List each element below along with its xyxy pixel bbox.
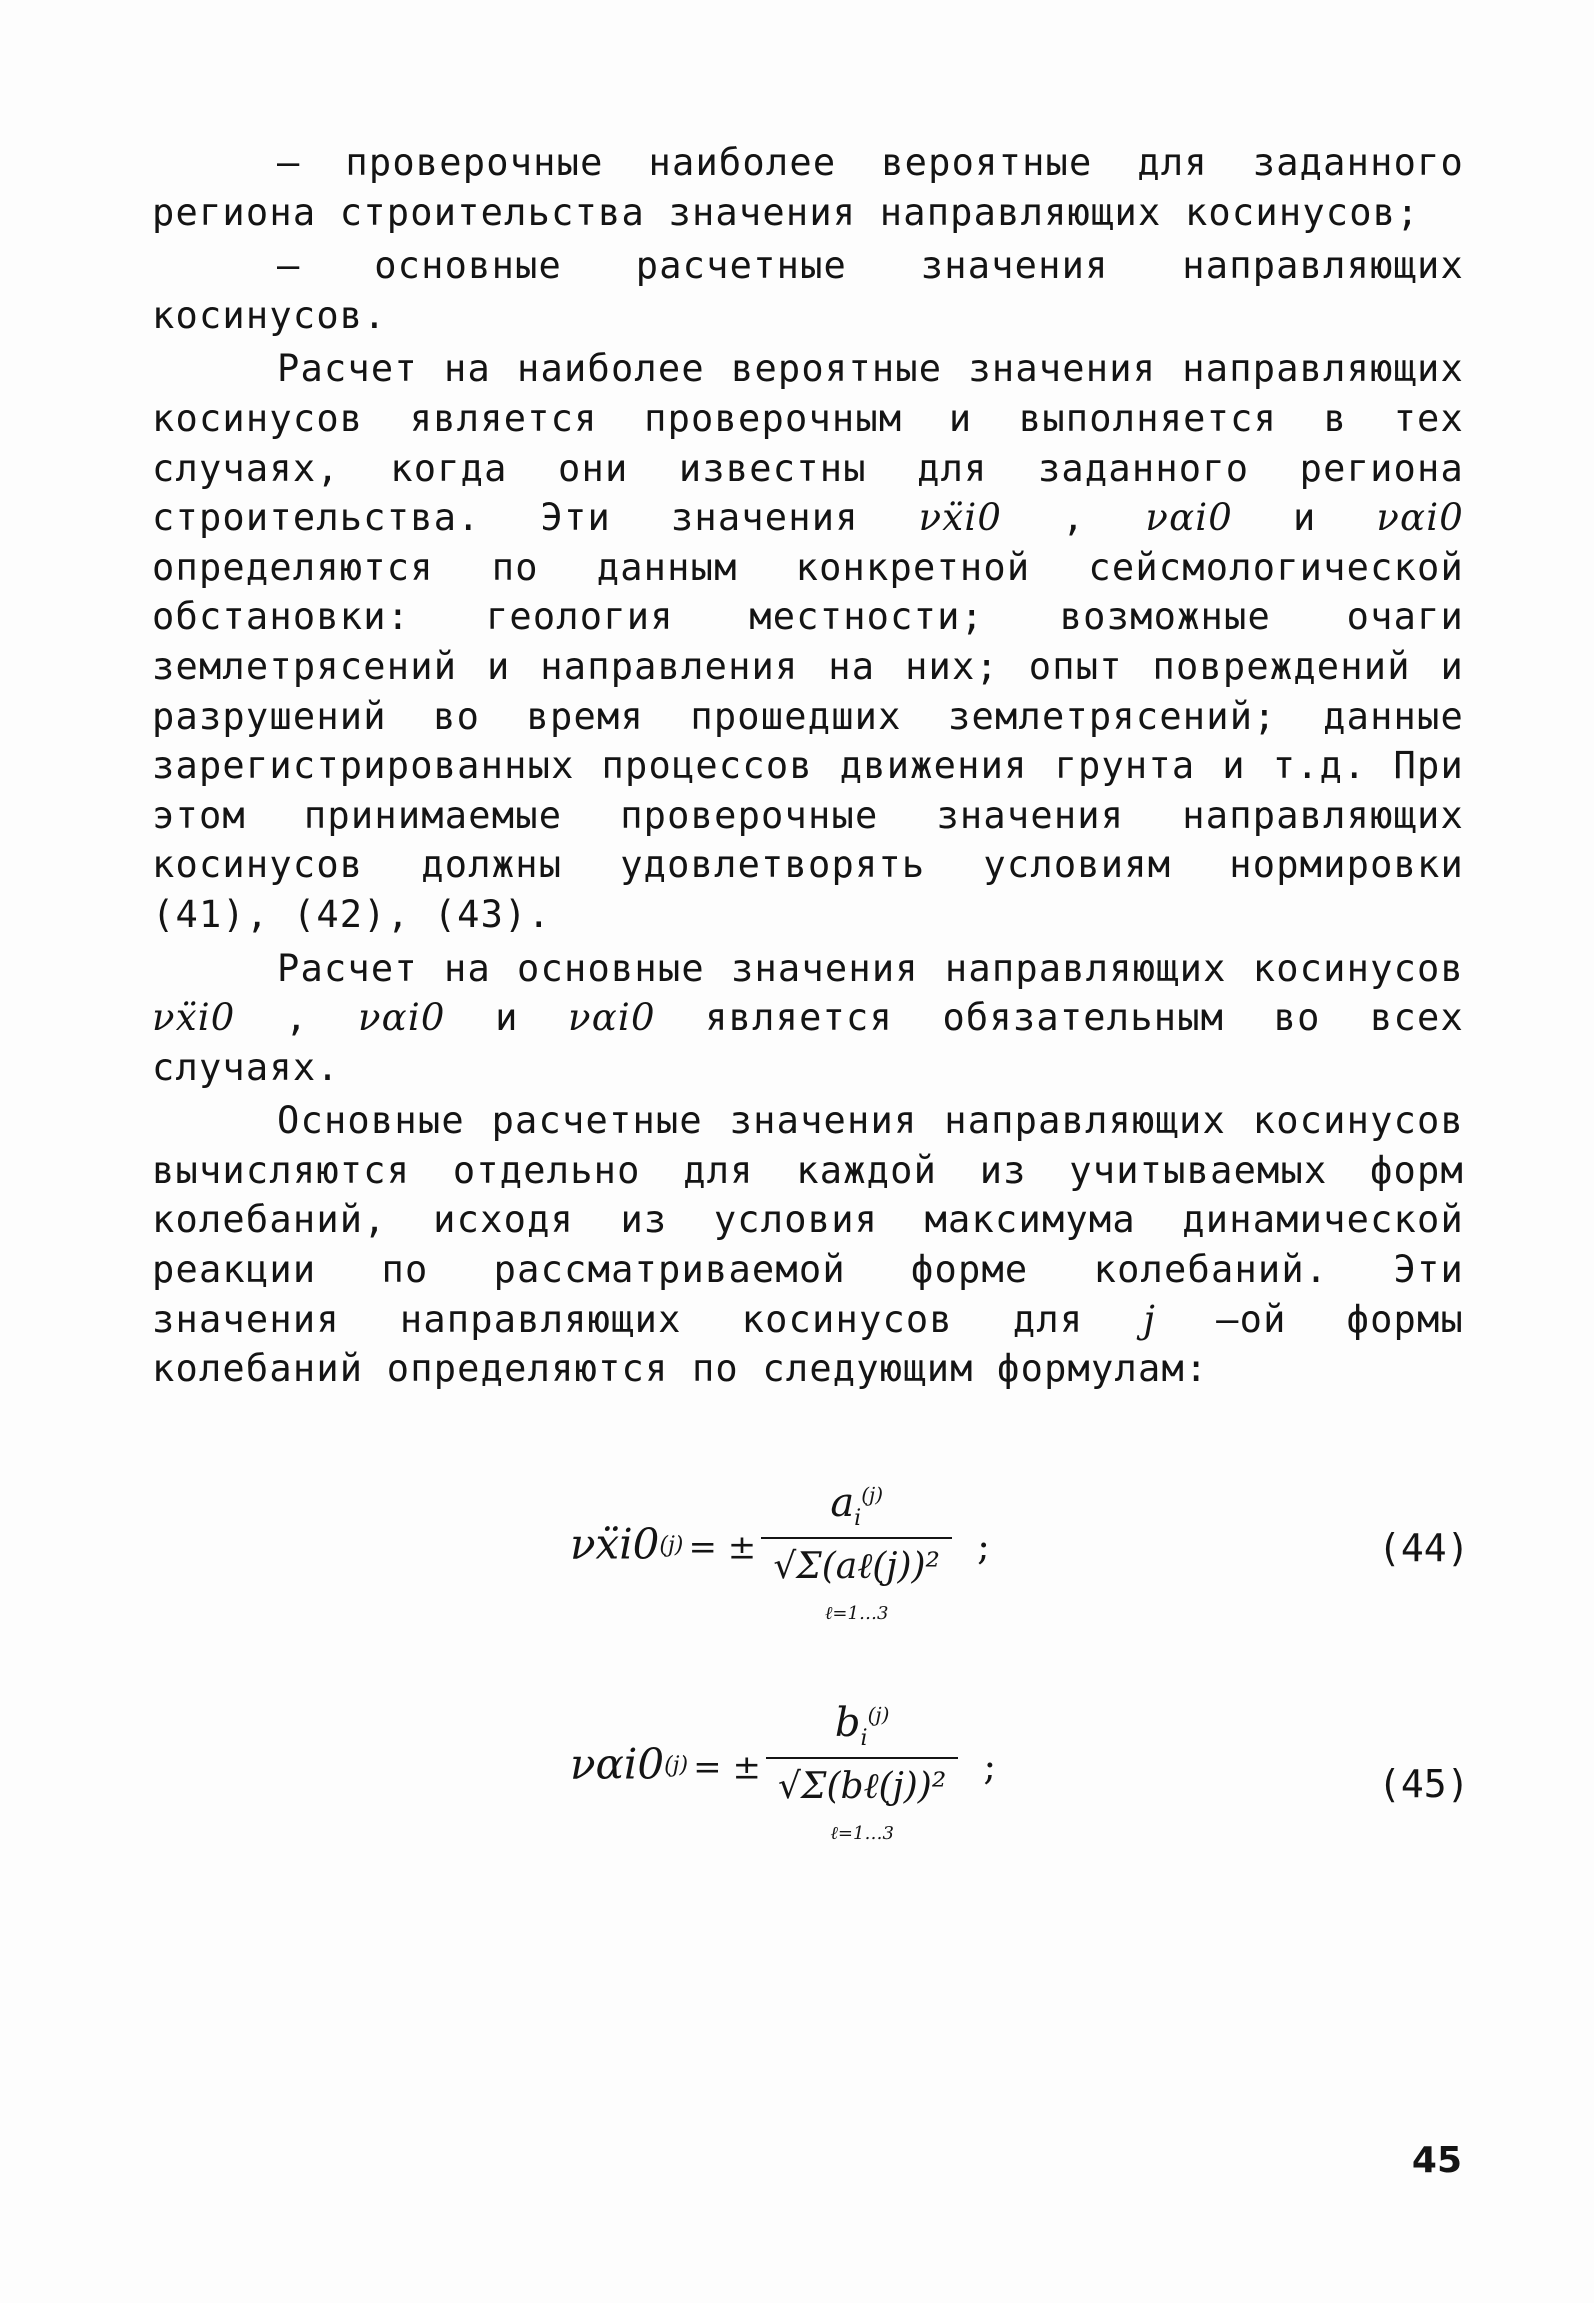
formula-45-den-range: ℓ=1…3 (830, 1823, 894, 1844)
paragraph-4-text: определяются по данным конкретной сейсмологической обстановки: геология местности; возможные очаги землетрясений и направления на них; опыт повреждений и разрушений во время прошедших землетрясений; данные зарегистрированных процессов движения грунта и т.д. При этом принимаемые проверочные значения направляющих косинусов должны удовлетворять условиям нормировки (41), (42), (43). (152, 545, 1464, 936)
symbol-and-2: и (495, 996, 519, 1040)
formula-45-num-main: b (834, 1700, 861, 1746)
formula-44-operator: = ± (688, 1527, 757, 1568)
formula-44-lhs-sup: (j) (659, 1533, 684, 1559)
page-number: 45 (1411, 2140, 1462, 2181)
formula-45-den-main: √Σ(bℓ(j))² (778, 1766, 947, 1807)
paragraph-5 (152, 944, 1464, 1093)
paragraph-8-text: –ой формы колебаний определяются по следующим формулам: (152, 1297, 1464, 1391)
symbol-comma: , (1062, 496, 1086, 540)
formula-45-operator: = ± (693, 1747, 761, 1788)
symbol-j: j (1143, 1297, 1157, 1341)
formula-44 (570, 1480, 990, 1628)
formula-44-num-main: a (830, 1480, 855, 1526)
symbol-comma-2: , (285, 996, 309, 1040)
paragraph-5-text: Расчет на основные значения направляющих косинусов (277, 946, 1464, 990)
equation-number-44: (44) (1378, 1526, 1470, 1570)
formula-45-num-sup: (j) (867, 1702, 890, 1727)
paragraph-7-text: Основные расчетные значения направляющих косинусов вычисляются отдельно для каждой из учитываемых форм колебаний, исходя из условия максимума динамической реакции по рассматриваемой форме колебаний. Эти значения направляющих косинусов для (152, 1099, 1464, 1341)
formula-44-lhs: νẍi0 (570, 1519, 660, 1569)
formula-44-num-sup: (j) (861, 1482, 884, 1507)
formula-44-denominator (761, 1537, 952, 1628)
symbol-and: и (1292, 496, 1317, 540)
equation-number-45: (45) (1378, 1762, 1470, 1806)
symbol-v-alpha-2: ναi0 (1376, 496, 1464, 540)
formula-45-lhs: ναi0 (570, 1739, 665, 1789)
formula-44-den-main: √Σ(aℓ(j))² (773, 1546, 940, 1587)
formula-44-den-range: ℓ=1…3 (824, 1603, 889, 1624)
paragraph-7 (152, 1096, 1464, 1394)
symbol-v-x-2: νẍi0 (152, 996, 236, 1040)
paragraph-6-text: является обязательным во всех случаях. (152, 996, 1464, 1089)
formula-45-fraction (766, 1700, 958, 1848)
formula-44-fraction (761, 1480, 952, 1628)
body-text (152, 138, 1464, 1394)
symbol-v-alpha-4: ναi0 (568, 996, 656, 1040)
formula-45-semicolon: ; (983, 1743, 997, 1788)
formula-44-numerator (761, 1480, 952, 1537)
formula-45-lhs-sup: (j) (664, 1753, 689, 1779)
paragraph-3 (152, 344, 1464, 939)
formula-45-numerator (766, 1700, 958, 1757)
formula-45-num-sub: i (860, 1726, 868, 1751)
paragraph-3-text: Расчет на наиболее вероятные значения направляющих косинусов является проверочным и выполняется в тех случаях, когда они известны для заданного региона строительства. Эти значения (152, 347, 1464, 540)
symbol-v-alpha-3: ναi0 (357, 996, 446, 1040)
formula-44-semicolon: ; (977, 1523, 990, 1568)
formula-45 (570, 1700, 996, 1848)
paragraph-2: – основные расчетные значения направляющих косинусов. (152, 244, 1464, 337)
symbol-v-alpha: ναi0 (1145, 496, 1234, 540)
paragraph-1: – проверочные наиболее вероятные для заданного региона строительства значения направляющих косинусов; (152, 141, 1464, 234)
formula-45-denominator (766, 1757, 958, 1848)
symbol-v-x: νẍi0 (918, 496, 1003, 540)
formula-44-num-sub: i (854, 1506, 862, 1531)
